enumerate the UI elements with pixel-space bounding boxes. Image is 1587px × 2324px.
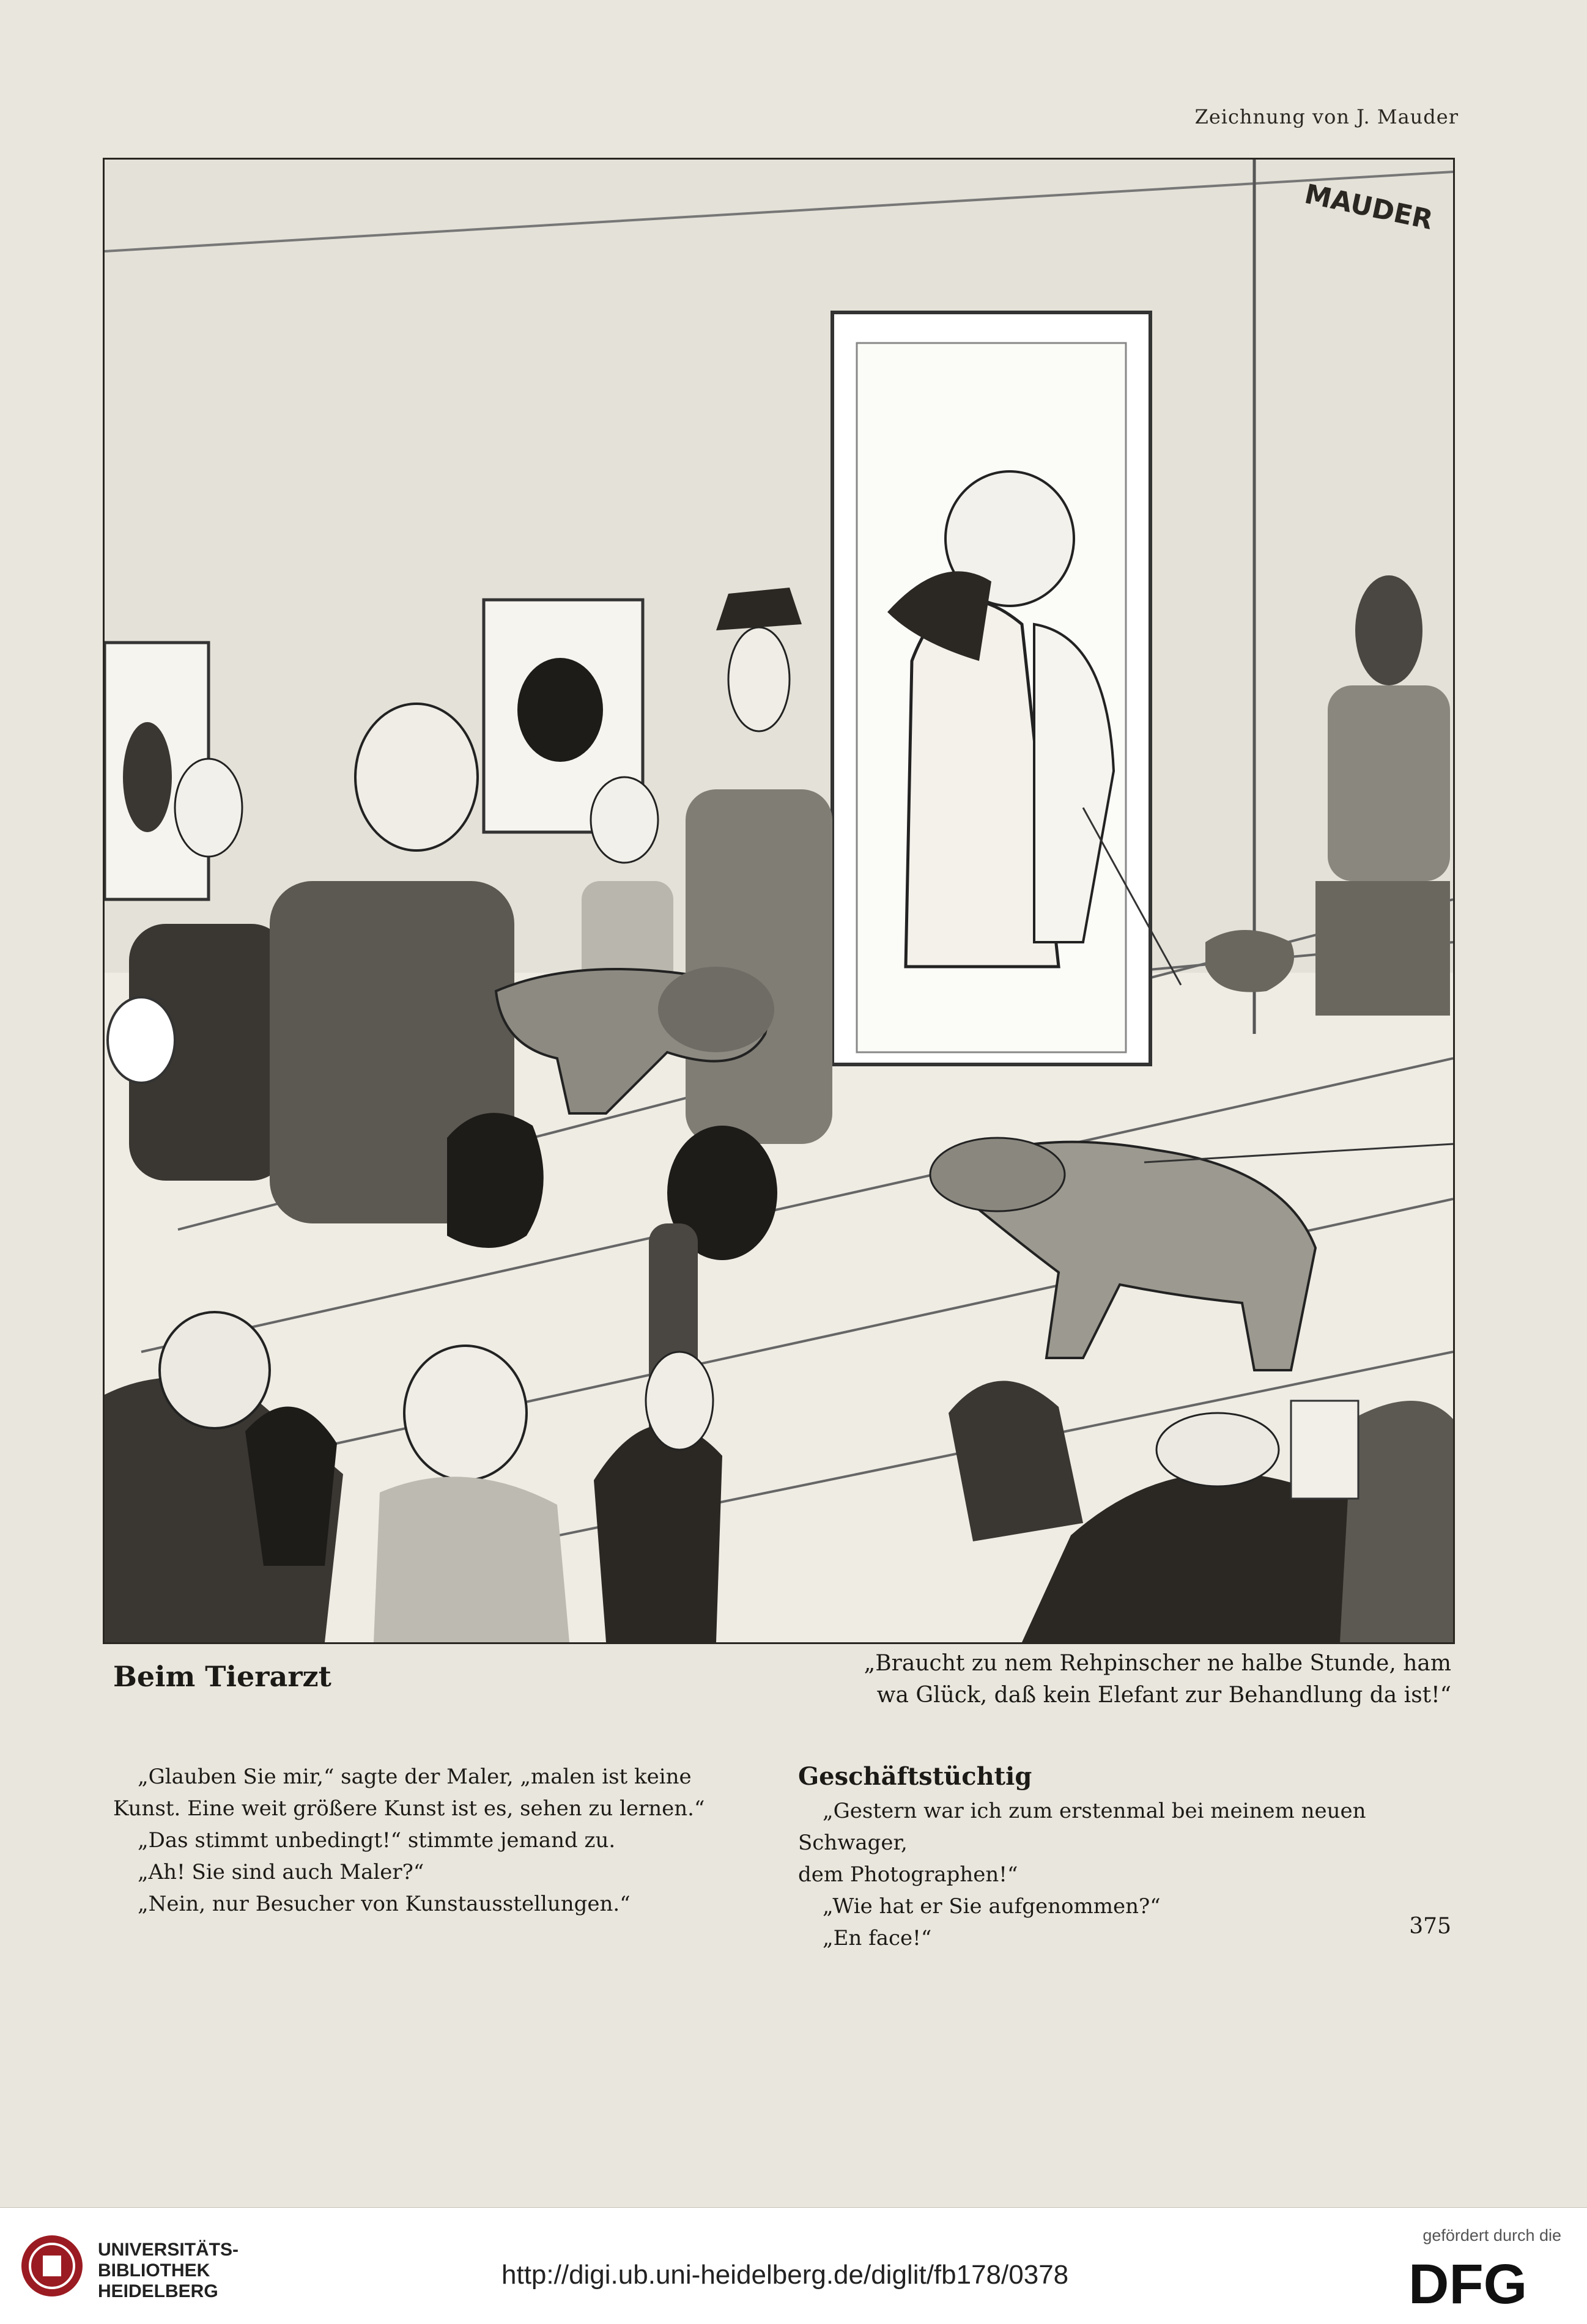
text-line: dem Photographen!“	[798, 1862, 1018, 1887]
permalink-url[interactable]: http://digi.ub.uni-heidelberg.de/diglit/fb178/0378	[501, 2260, 1069, 2290]
anecdote-geschaeftstuechtig	[798, 1761, 1452, 1954]
text-line: „Glauben Sie mir,“ sagte der Maler, „malen ist keine	[138, 1765, 692, 1789]
text-line: Kunst. Eine weit größere Kunst ist es, sehen zu lernen.“	[113, 1796, 705, 1821]
funded-by-label: gefördert durch die	[1422, 2226, 1561, 2245]
library-name-line: HEIDELBERG	[98, 2281, 218, 2301]
text-line: „Wie hat er Sie aufgenommen?“	[823, 1894, 1161, 1919]
text-line: „Gestern war ich zum erstenmal bei meinem neuen Schwager,	[798, 1799, 1366, 1855]
text-line: „En face!“	[823, 1926, 932, 1950]
cartoon-title: Beim Tierarzt	[113, 1660, 331, 1693]
text-line: „Ah! Sie sind auch Maler?“	[138, 1860, 424, 1884]
caption-line: „Braucht zu nem Rehpinscher ne halbe Stunde, ham	[864, 1651, 1451, 1676]
caption-line: wa Glück, daß kein Elefant zur Behandlung da ist!“	[876, 1683, 1451, 1708]
illustration-credit: Zeichnung von J. Mauder	[1194, 105, 1459, 128]
cartoon-illustration	[103, 158, 1455, 1644]
page-number: 375	[1409, 1914, 1451, 1939]
vet-waiting-room-drawing	[105, 160, 1453, 1642]
library-name-line: UNIVERSITÄTS-	[98, 2240, 239, 2260]
library-name	[98, 2240, 239, 2302]
library-name-line: BIBLIOTHEK	[98, 2260, 210, 2281]
text-line: „Nein, nur Besucher von Kunstausstellungen.“	[138, 1892, 631, 1916]
dfg-logo-text: DFG	[1408, 2256, 1528, 2309]
anecdote-painter	[113, 1761, 777, 1920]
cartoon-caption	[809, 1648, 1451, 1711]
digitization-footer	[0, 2207, 1587, 2324]
artist-signature: MAUDER	[1301, 178, 1436, 236]
story-title: Geschäftstüchtig	[798, 1762, 1032, 1791]
text-line: „Das stimmt unbedingt!“ stimmte jemand zu.	[138, 1828, 616, 1853]
dfg-logo-icon	[1408, 2256, 1561, 2309]
university-seal-icon	[18, 2232, 86, 2300]
